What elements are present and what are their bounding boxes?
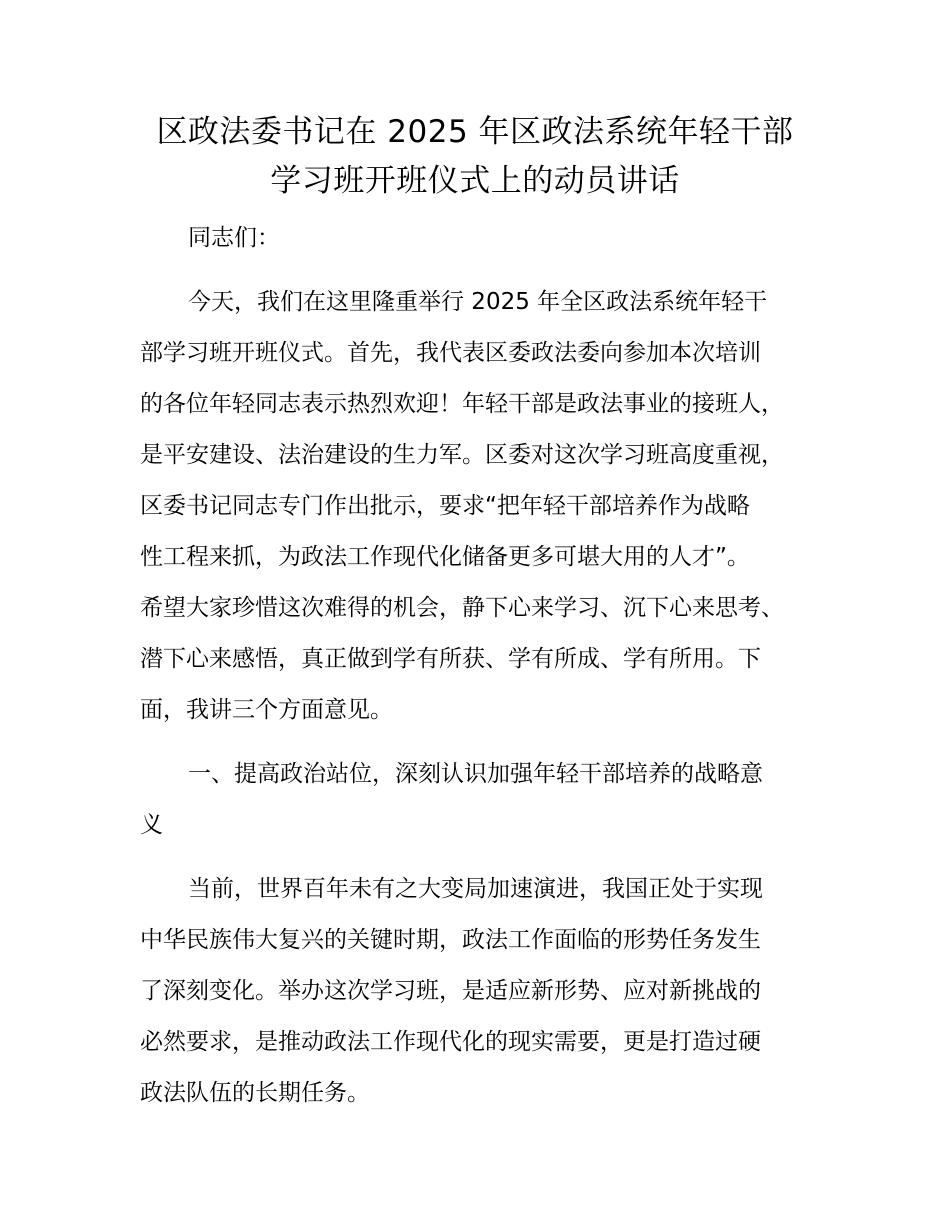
paragraph-line: 性工程来抓，为政法工作现代化储备更多可堪大用的人才”。 [140, 544, 750, 570]
paragraph-line: 区委书记同志专门作出批示，要求“把年轻干部培养作为战略 [140, 493, 750, 519]
paragraph-line: 潜下心来感悟，真正做到学有所获、学有所成、学有所用。下 [140, 646, 761, 672]
heading-line: 义 [140, 812, 163, 838]
paragraph-line: 了深刻变化。举办这次学习班，是适应新形势、应对新挑战的 [140, 978, 761, 1004]
title-line-1: 区政法委书记在 2025 年区政法系统年轻干部 [156, 114, 794, 150]
section-heading-1 [140, 749, 830, 851]
document-title [0, 108, 950, 206]
paragraph-line: 部学习班开班仪式。首先，我代表区委政法委向参加本次培训 [140, 340, 761, 366]
document-body [140, 213, 830, 1119]
title-line-2: 学习班开班仪式上的动员讲话 [270, 163, 680, 199]
paragraph-line: 今天，我们在这里隆重举行 2025 年全区政法系统年轻干 [188, 289, 768, 315]
paragraph-line: 中华民族伟大复兴的关键时期，政法工作面临的形势任务发生 [140, 927, 761, 953]
paragraph-line: 是平安建设、法治建设的生力军。区委对这次学习班高度重视， [140, 442, 784, 468]
paragraph-context [140, 864, 830, 1119]
paragraph-line: 政法队伍的长期任务。 [140, 1080, 370, 1106]
heading-line: 一、提高政治站位，深刻认识加强年轻干部培养的战略意 [188, 761, 763, 787]
paragraph-line: 希望大家珍惜这次难得的机会，静下心来学习、沉下心来思考、 [140, 595, 784, 621]
paragraph-line: 必然要求，是推动政法工作现代化的现实需要，更是打造过硬 [140, 1029, 761, 1055]
paragraph-opening [140, 277, 830, 736]
paragraph-line: 当前，世界百年未有之大变局加速演进，我国正处于实现 [188, 876, 763, 902]
salutation: 同志们： [188, 225, 280, 251]
paragraph-line: 的各位年轻同志表示热烈欢迎！年轻干部是政法事业的接班人， [140, 391, 784, 417]
paragraph-line: 面，我讲三个方面意见。 [140, 697, 393, 723]
